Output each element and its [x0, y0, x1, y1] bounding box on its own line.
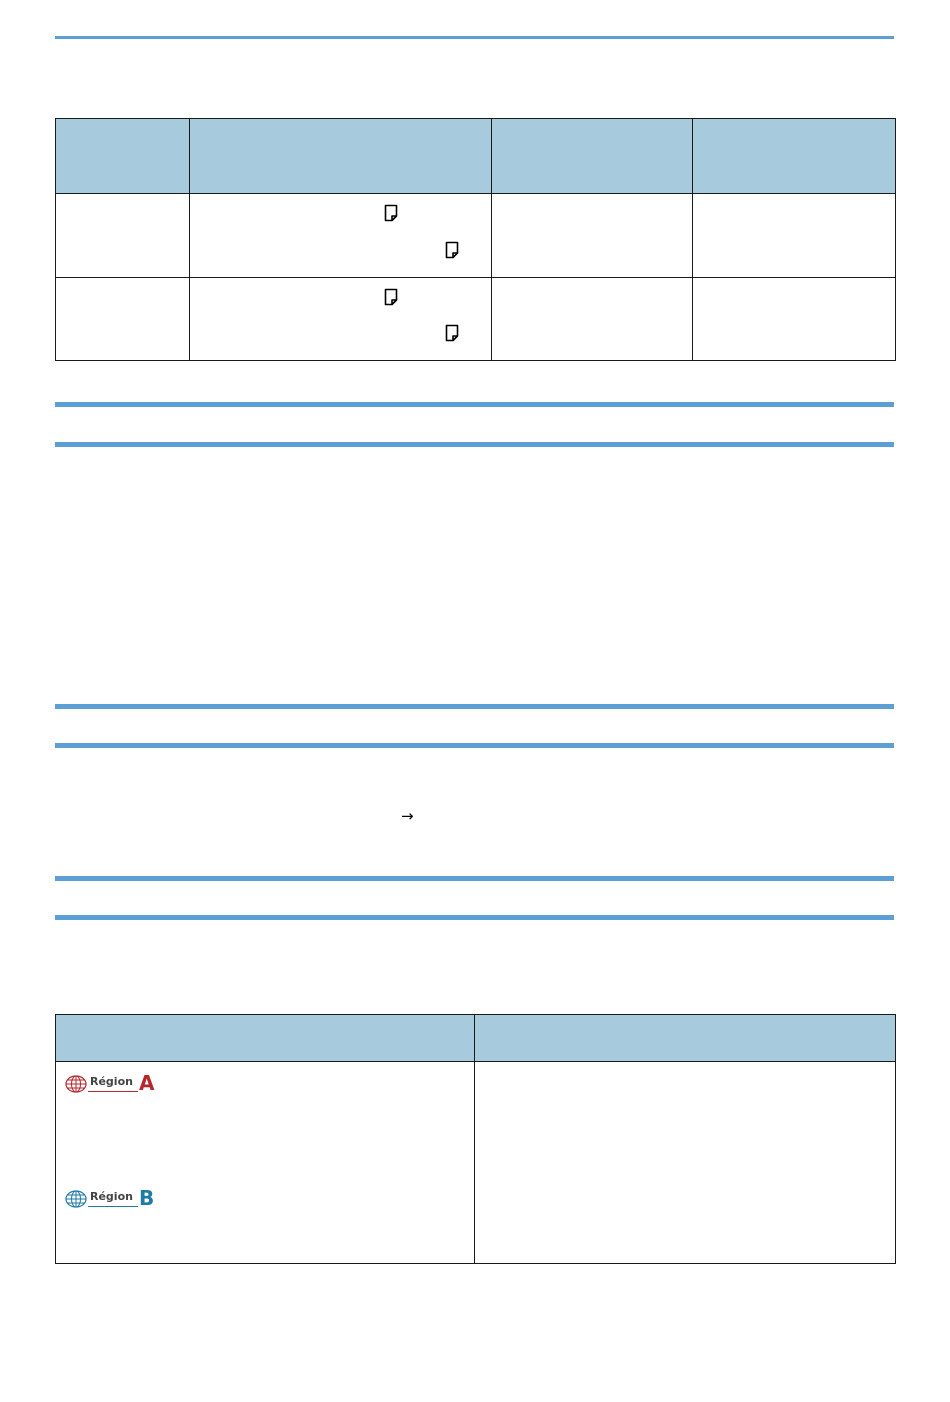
paper-size-table	[55, 118, 896, 361]
header-cell	[56, 1015, 475, 1062]
region-underline	[88, 1206, 138, 1207]
top-rule	[55, 36, 894, 39]
table-cell	[693, 278, 896, 361]
region-underline	[88, 1091, 138, 1092]
paper-portrait-icon	[445, 324, 459, 342]
region-letter: B	[139, 1186, 155, 1210]
table-cell	[56, 278, 190, 361]
arrow-right-icon: →	[401, 807, 414, 825]
paper-portrait-icon	[384, 204, 398, 222]
paper-portrait-icon	[445, 241, 459, 259]
section-rule-bottom	[55, 915, 894, 920]
section-rule-top	[55, 876, 894, 881]
table-cell	[475, 1062, 896, 1264]
table-cell	[56, 194, 190, 278]
section-rule-top	[55, 704, 894, 709]
table-cell	[190, 278, 492, 361]
table-header-row	[56, 119, 896, 194]
header-cell	[56, 119, 190, 194]
section-rule-bottom	[55, 743, 894, 748]
table-cell	[693, 194, 896, 278]
table-row	[56, 194, 896, 278]
table-row	[56, 1062, 896, 1264]
header-cell	[693, 119, 896, 194]
globe-icon	[65, 1190, 87, 1208]
table-row	[56, 278, 896, 361]
table-cell	[190, 194, 492, 278]
region-b-badge	[65, 1188, 157, 1210]
header-cell	[475, 1015, 896, 1062]
region-table	[55, 1014, 896, 1264]
region-a-badge	[65, 1073, 157, 1095]
globe-icon	[65, 1075, 87, 1093]
table-cell	[492, 278, 693, 361]
header-cell	[190, 119, 492, 194]
table-cell	[492, 194, 693, 278]
region-label: Région	[90, 1075, 133, 1088]
paper-portrait-icon	[384, 288, 398, 306]
region-label: Région	[90, 1190, 133, 1203]
table-cell	[56, 1062, 475, 1264]
table-header-row	[56, 1015, 896, 1062]
header-cell	[492, 119, 693, 194]
region-letter: A	[139, 1071, 155, 1095]
section-rule-bottom	[55, 442, 894, 447]
section-rule-top	[55, 402, 894, 407]
